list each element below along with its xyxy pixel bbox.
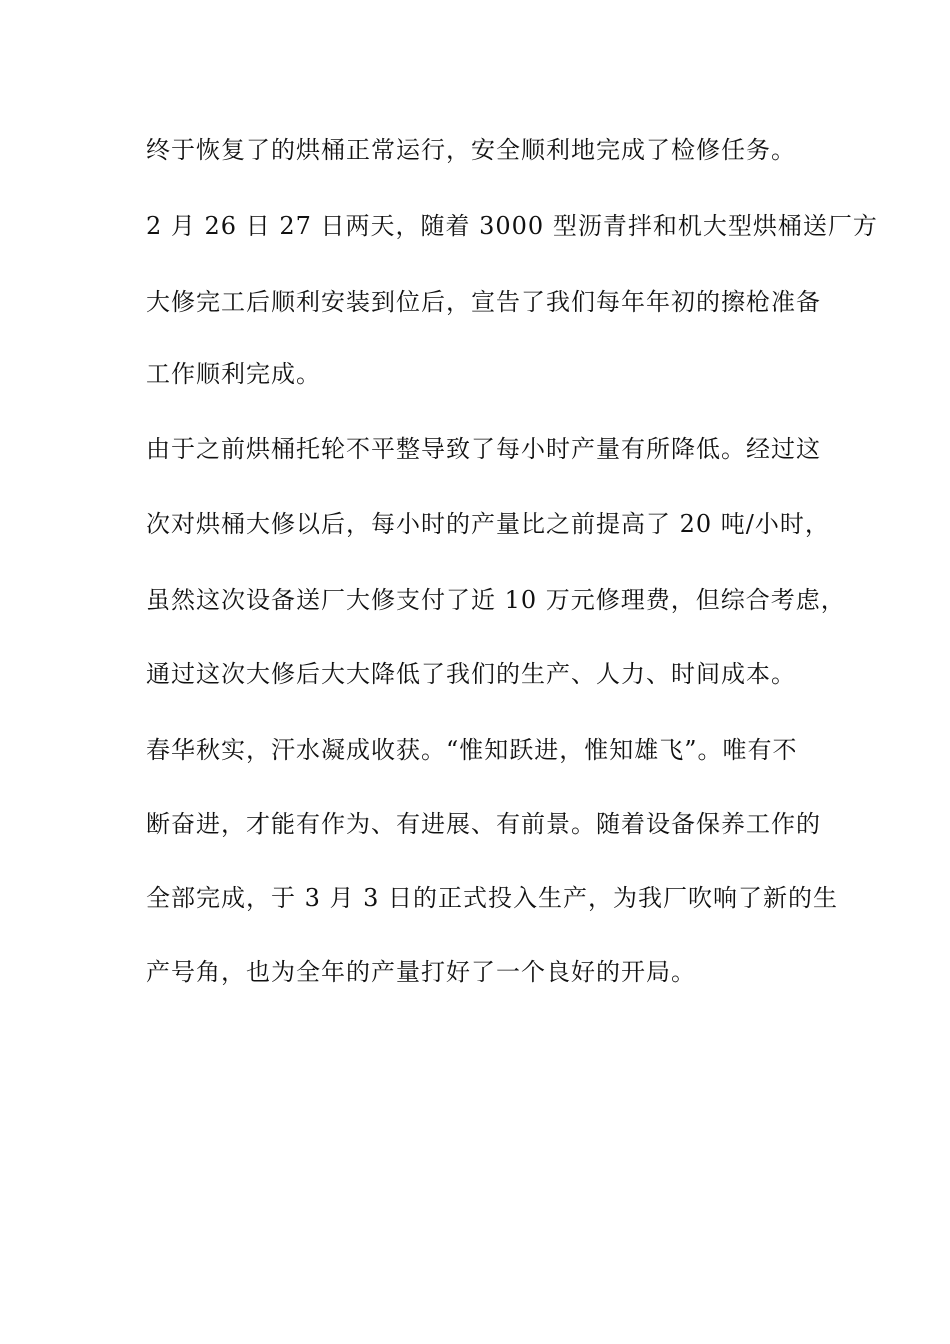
text-line: 由于之前烘桶托轮不平整导致了每小时产量有所降低。经过这 bbox=[146, 435, 821, 463]
text-line: 虽然这次设备送厂大修支付了近 10 万元修理费，但综合考虑， bbox=[146, 586, 846, 614]
text-line: 春华秋实，汗水凝成收获。“惟知跃进，惟知雄飞”。唯有不 bbox=[146, 736, 798, 764]
text-line: 断奋进，才能有作为、有进展、有前景。随着设备保养工作的 bbox=[146, 810, 821, 838]
text-line: 次对烘桶大修以后，每小时的产量比之前提高了 20 吨/小时， bbox=[146, 510, 830, 538]
text-line: 全部完成，于 3 月 3 日的正式投入生产，为我厂吹响了新的生 bbox=[146, 884, 839, 912]
text-line: 2 月 26 日 27 日两天，随着 3000 型沥青拌和机大型烘桶送厂方 bbox=[146, 212, 878, 240]
text-line: 大修完工后顺利安装到位后，宣告了我们每年年初的擦枪准备 bbox=[146, 288, 821, 316]
text-line: 终于恢复了的烘桶正常运行，安全顺利地完成了检修任务。 bbox=[146, 136, 796, 164]
text-line: 工作顺利完成。 bbox=[146, 360, 321, 388]
text-line: 通过这次大修后大大降低了我们的生产、人力、时间成本。 bbox=[146, 660, 796, 688]
text-line: 产号角，也为全年的产量打好了一个良好的开局。 bbox=[146, 958, 696, 986]
